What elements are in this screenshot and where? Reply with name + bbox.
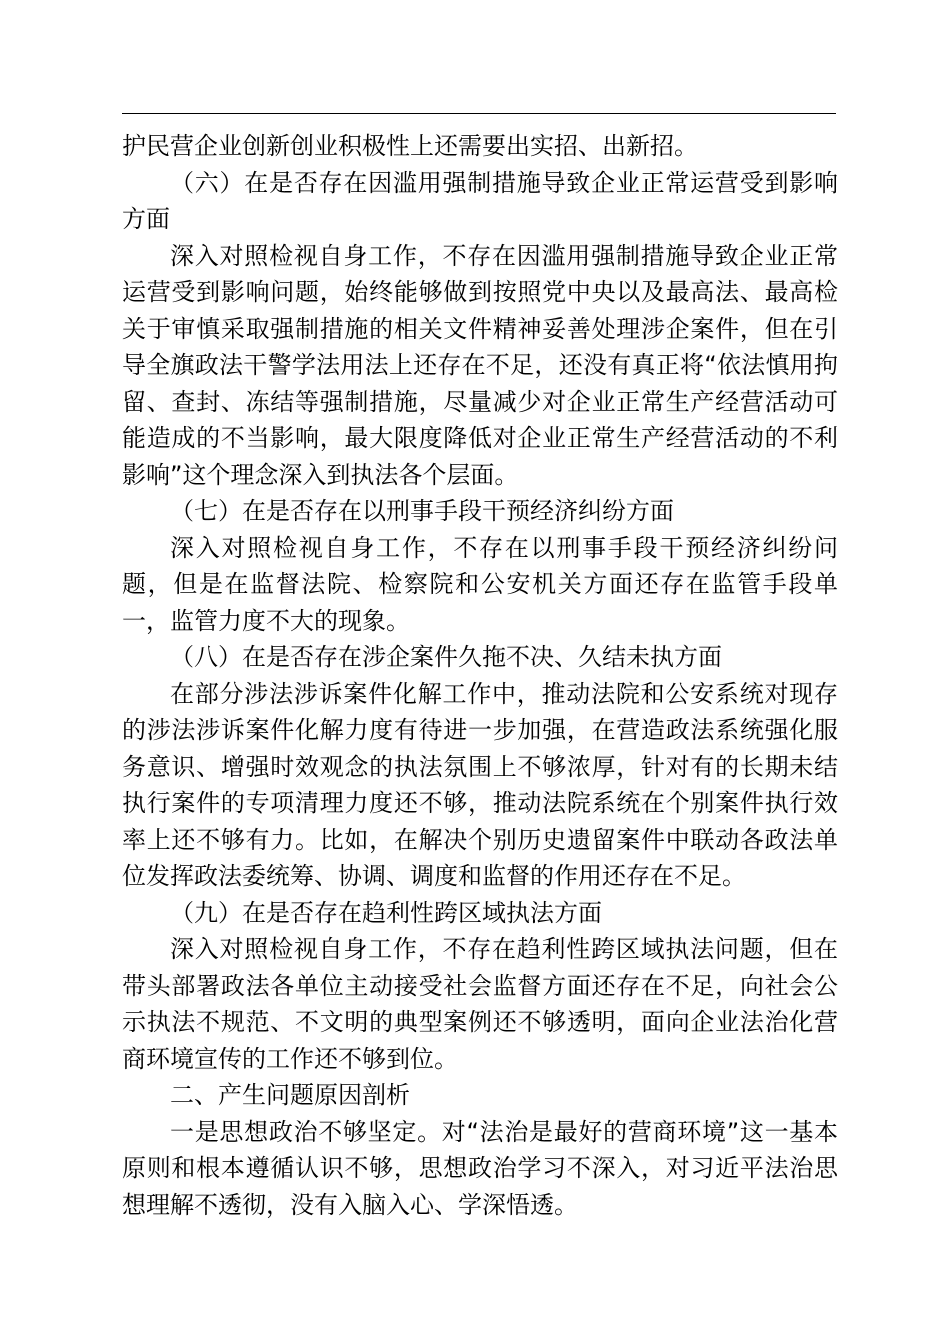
paragraph-continuation: 护民营企业创新创业积极性上还需要出实招、出新招。: [122, 132, 698, 160]
paragraph-body: 深入对照检视自身工作，不存在因滥用强制措施导致企业正常运营受到影响问题，始终能够做到按照党中央以及最高法、最高检关于审慎采取强制措施的相关文件精神妥善处理涉企案件，但在引导全旗政法干警学法用法上还存在不足，还没有真正将“依法慎用拘留、查封、冻结等强制措施，尽量减少对企业正常生产经营活动可能造成的不当影响，最大限度降低对企业正常生产经营活动的不利影响”这个理念深入到执法各个层面。: [122, 241, 838, 489]
document-body: [122, 128, 838, 1223]
section-heading-6: （六）在是否存在因滥用强制措施导致企业正常运营受到影响方面: [122, 168, 838, 233]
paragraph-body: 深入对照检视自身工作，不存在以刑事手段干预经济纠纷问题，但是在监督法院、检察院和公安机关方面还存在监管手段单一，监管力度不大的现象。: [122, 533, 838, 635]
paragraph-body: 深入对照检视自身工作，不存在趋利性跨区域执法问题，但在带头部署政法各单位主动接受社会监督方面还存在不足，向社会公示执法不规范、不文明的典型案例还不够透明，面向企业法治化营商环境宣传的工作还不够到位。: [122, 935, 838, 1073]
section-heading-8: （八）在是否存在涉企案件久拖不决、久结未执方面: [170, 643, 722, 671]
paragraph-body: 在部分涉法涉诉案件化解工作中，推动法院和公安系统对现存的涉法涉诉案件化解力度有待进一步加强，在营造政法系统强化服务意识、增强时效观念的执法氛围上不够浓厚，针对有的长期未结执行案件的专项清理力度还不够，推动法院系统在个别案件执行效率上还不够有力。比如，在解决个别历史遗留案件中联动各政法单位发挥政法委统筹、协调、调度和监督的作用还存在不足。: [122, 679, 838, 890]
section-heading-causes: 二、产生问题原因剖析: [170, 1081, 410, 1109]
section-heading-7: （七）在是否存在以刑事手段干预经济纠纷方面: [170, 497, 674, 525]
paragraph-body: 一是思想政治不够坚定。对“法治是最好的营商环境”这一基本原则和根本遵循认识不够，思想政治学习不深入，对习近平法治思想理解不透彻，没有入脑入心、学深悟透。: [122, 1117, 838, 1219]
section-heading-9: （九）在是否存在趋利性跨区域执法方面: [170, 898, 602, 927]
header-rule: [122, 113, 836, 114]
